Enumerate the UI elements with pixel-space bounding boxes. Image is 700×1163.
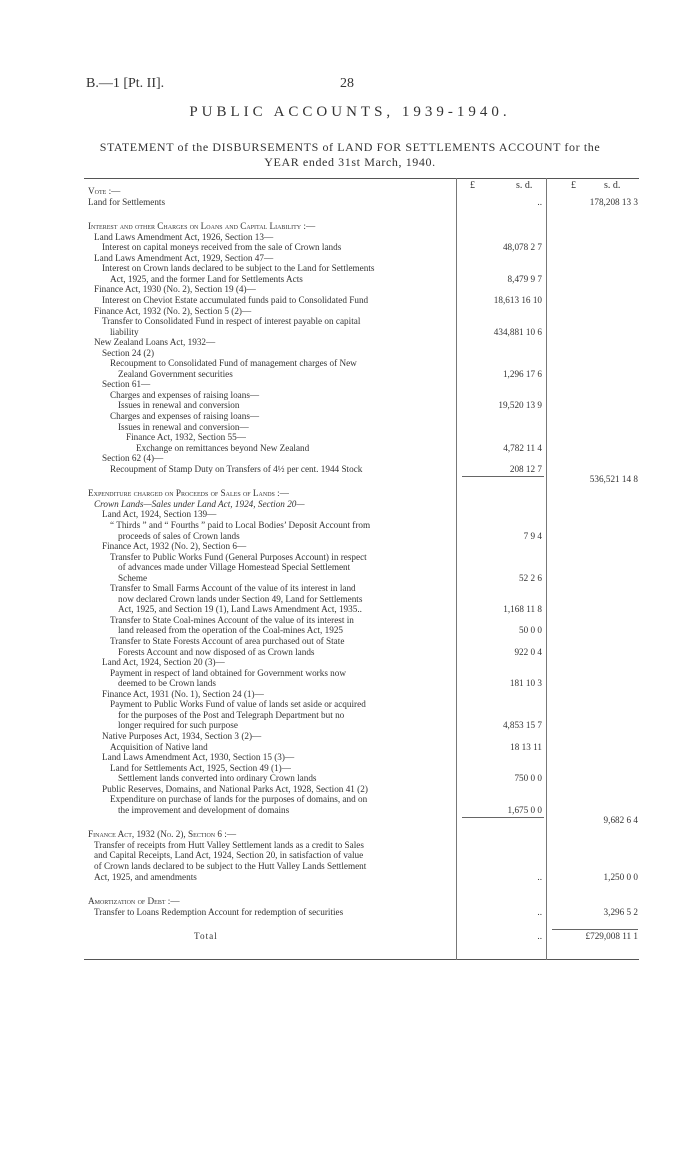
section-heading: Amortization of Debt :—	[88, 896, 180, 907]
section-heading: Vote :—	[88, 186, 121, 196]
amount-detail: 52 2 6	[519, 572, 542, 583]
row-description: Scheme	[118, 572, 148, 583]
row-description: Total	[194, 931, 218, 942]
amount-detail: 1,675 0 0	[507, 804, 542, 815]
section-heading: Finance Act, 1932 (No. 2), Section 6 :—	[88, 829, 237, 840]
page-title: PUBLIC ACCOUNTS, 1939-1940.	[189, 104, 511, 120]
row-description: Land Act, 1924, Section 139—	[102, 509, 217, 520]
grand-total-amount: £729,008 11 1	[585, 931, 638, 942]
row-description: and Capital Receipts, Land Act, 1924, Section 20, in satisfaction of value	[94, 850, 364, 861]
row-description: the improvement and development of domains	[118, 804, 290, 815]
amount-detail: 4,782 11 4	[503, 442, 542, 453]
row-description: Payment in respect of land obtained for Government works now	[110, 667, 347, 678]
row-description: Section 61—	[102, 379, 151, 390]
amount-subtotal: 178,208 13 3	[589, 196, 638, 207]
row-description: Native Purposes Act, 1934, Section 3 (2)—	[102, 730, 262, 741]
row-description: for the purposes of the Post and Telegraph Department but no	[118, 709, 345, 720]
row-description: Finance Act, 1932 (No. 2), Section 5 (2)—	[94, 305, 252, 316]
amount-detail: 750 0 0	[514, 773, 542, 784]
statement-line-2: YEAR ended 31st March, 1940.	[264, 155, 436, 169]
row-description: Issues in renewal and conversion—	[118, 421, 249, 432]
amount-detail: ..	[537, 196, 542, 207]
amount-detail: 50 0 0	[519, 625, 542, 636]
row-description: Transfer to Consolidated Fund in respect of interest payable on capital	[102, 316, 361, 327]
amount-detail: 922 0 4	[514, 646, 542, 657]
amount-detail: 18,613 16 10	[493, 294, 542, 305]
currency-sd-header-2: s. d.	[604, 180, 621, 191]
row-description: Zealand Government securities	[118, 368, 233, 379]
row-description: Crown Lands—Sales under Land Act, 1924, Section 20—	[94, 498, 305, 509]
amount-subtotal: 536,521 14 8	[589, 474, 638, 485]
amount-detail: 1,296 17 6	[502, 368, 542, 379]
amount-detail: 8,479 9 7	[507, 273, 542, 284]
row-description: Land Act, 1924, Section 20 (3)—	[102, 657, 225, 668]
row-description: land released from the operation of the Coal-mines Act, 1925	[118, 625, 344, 636]
row-description: Transfer to Small Farms Account of the value of its interest in land	[110, 583, 356, 594]
row-description: longer required for such purpose	[118, 720, 238, 731]
row-description: Land Laws Amendment Act, 1930, Section 15 (3)—	[102, 752, 295, 763]
amount-detail: 48,078 2 7	[502, 242, 542, 253]
amount-detail: 18 13 11	[510, 741, 542, 752]
row-description: Land for Settlements	[88, 196, 166, 207]
row-description: of advances made under Village Homestead Special Settlement	[118, 562, 351, 573]
row-description: Section 62 (4)—	[102, 453, 164, 464]
row-description: Land Laws Amendment Act, 1926, Section 13—	[94, 231, 274, 242]
subtotal-rule	[462, 817, 544, 818]
disbursements-table	[84, 178, 639, 960]
row-description: Act, 1925, and the former Land for Settlements Acts	[110, 273, 303, 284]
amount-detail: 208 12 7	[509, 463, 542, 474]
row-description: Charges and expenses of raising loans—	[110, 411, 260, 421]
amount-detail: 181 10 3	[509, 678, 542, 689]
row-description: Recoupment to Consolidated Fund of management charges of New	[110, 358, 357, 369]
row-description: now declared Crown lands under Section 49, Land for Settlements	[118, 593, 363, 604]
total-rule	[552, 929, 638, 930]
row-description: Act, 1925, and amendments	[94, 871, 197, 882]
document-reference: B.—1 [Pt. II].	[86, 76, 165, 91]
amount-subtotal: 1,250 0 0	[603, 871, 638, 882]
statement-line-1: STATEMENT of the DISBURSEMENTS of LAND FOR SETTLEMENTS ACCOUNT for the	[99, 140, 601, 154]
row-description: Transfer to Public Works Fund (General Purposes Account) in respect	[110, 551, 367, 562]
row-description: Act, 1925, and Section 19 (1), Land Laws Amendment Act, 1935..	[118, 604, 362, 615]
row-description: Public Reserves, Domains, and National Parks Act, 1928, Section 41 (2)	[102, 783, 368, 794]
row-description: Finance Act, 1932, Section 55—	[126, 432, 246, 443]
amount-detail: ..	[537, 906, 542, 917]
amount-detail: 19,520 13 9	[498, 400, 542, 411]
currency-pound-header-1: £	[470, 180, 475, 191]
row-description: Transfer of receipts from Hutt Valley Settlement lands as a credit to Sales	[94, 839, 364, 850]
row-description: Interest on capital moneys received from the sale of Crown lands	[102, 242, 342, 253]
row-description: Forests Account and now disposed of as Crown lands	[118, 646, 315, 657]
row-description: Land for Settlements Act, 1925, Section 49 (1)—	[110, 762, 291, 773]
row-description: Transfer to State Coal-mines Account of the value of its interest in	[110, 614, 354, 625]
row-description: Acquisition of Native land	[110, 741, 208, 752]
row-description: Recoupment of Stamp Duty on Transfers of 4½ per cent. 1944 Stock	[110, 463, 363, 474]
row-description: Finance Act, 1930 (No. 2), Section 19 (4)—	[94, 284, 256, 295]
amount-subtotal: 9,682 6 4	[603, 815, 638, 826]
row-description: Payment to Public Works Fund of value of lands set aside or acquired	[110, 699, 366, 710]
row-description: Section 24 (2)	[102, 347, 155, 358]
row-description: Settlement lands converted into ordinary Crown lands	[118, 773, 317, 784]
currency-pound-header-2: £	[571, 180, 576, 191]
page-number: 28	[340, 76, 354, 91]
row-description: Charges and expenses of raising loans—	[110, 389, 260, 400]
row-description: “ Thirds ” and “ Fourths ” paid to Local Bodies’ Deposit Account from	[110, 519, 371, 530]
row-description: Issues in renewal and conversion	[118, 400, 240, 411]
currency-sd-header-1: s. d.	[516, 180, 533, 191]
row-description: Expenditure on purchase of lands for the purposes of domains, and on	[110, 794, 368, 805]
row-description: Transfer to Loans Redemption Account for redemption of securities	[94, 906, 344, 917]
column-divider-2	[546, 178, 547, 960]
row-description: New Zealand Loans Act, 1932—	[94, 337, 216, 348]
row-description: liability	[110, 326, 139, 337]
row-description: Land Laws Amendment Act, 1929, Section 47—	[94, 252, 274, 263]
amount-detail: 1,168 11 8	[503, 604, 542, 615]
row-description: proceeds of sales of Crown lands	[118, 530, 240, 541]
section-heading: Interest and other Charges on Loans and Capital Liability :—	[88, 221, 316, 232]
row-description: Transfer to State Forests Account of area purchased out of State	[110, 636, 345, 646]
amount-detail: ..	[537, 931, 542, 942]
amount-subtotal: 3,296 5 2	[603, 906, 638, 917]
row-description: Finance Act, 1932 (No. 2), Section 6—	[102, 541, 247, 552]
row-description: Interest on Crown lands declared to be subject to the Land for Settlements	[102, 263, 375, 274]
subtotal-rule	[462, 476, 544, 477]
statement-heading	[60, 140, 640, 170]
section-heading: Expenditure charged on Proceeds of Sales of Lands :—	[88, 488, 289, 499]
row-description: deemed to be Crown lands	[118, 678, 216, 689]
amount-detail: 7 9 4	[523, 530, 542, 541]
amount-detail: ..	[537, 871, 542, 882]
amount-detail: 4,853 15 7	[502, 720, 542, 731]
row-description: Finance Act, 1931 (No. 1), Section 24 (1)—	[102, 688, 264, 699]
row-description: Exchange on remittances beyond New Zealand	[136, 442, 310, 453]
row-description: of Crown lands declared to be subject to the Hutt Valley Lands Settlement	[94, 861, 367, 871]
amount-detail: 434,881 10 6	[493, 326, 542, 337]
row-description: Interest on Cheviot Estate accumulated funds paid to Consolidated Fund	[102, 294, 369, 305]
